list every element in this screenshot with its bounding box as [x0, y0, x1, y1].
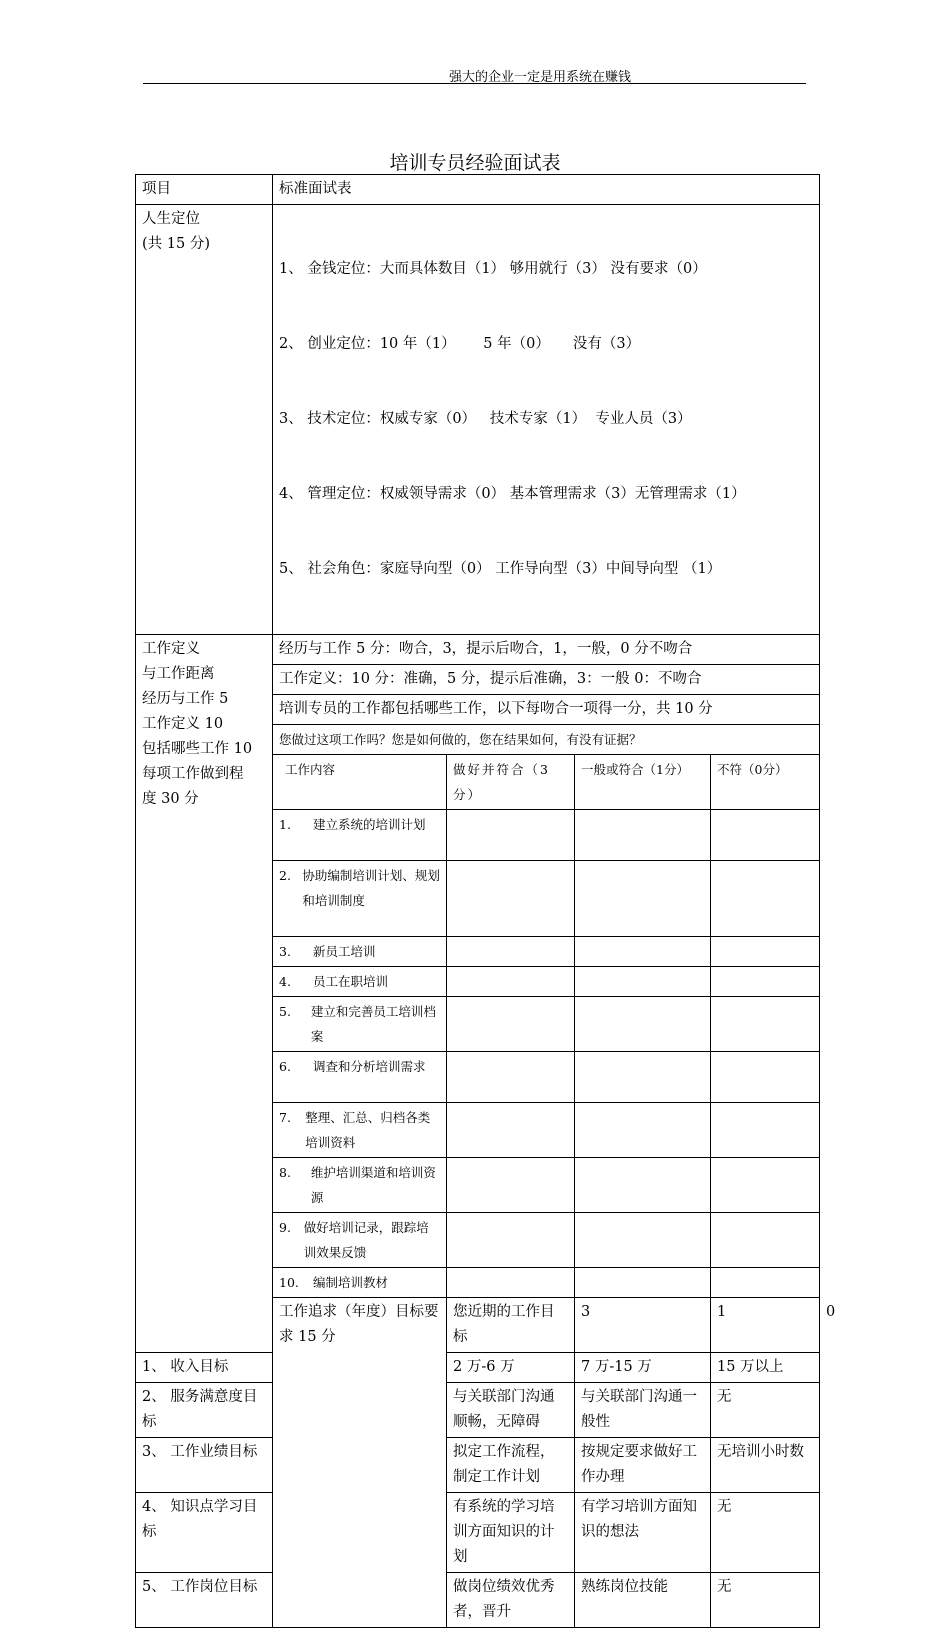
work-item: 2. 协助编制培训计划、规划和培训制度	[273, 861, 447, 937]
header-rule	[143, 83, 806, 84]
table-row	[136, 1438, 820, 1493]
interview-table	[135, 174, 836, 1628]
work-item: 7. 整理、汇总、归档各类培训资料	[273, 1103, 447, 1158]
goal-name: 1、 收入目标	[136, 1353, 273, 1383]
goal-cell: 熟练岗位技能	[575, 1573, 711, 1628]
life-line: 5、 社会角色：家庭导向型（0） 工作导向型（3）中间导向型 （1）	[279, 561, 722, 577]
goal-cell: 与关联部门沟通顺畅，无障碍	[447, 1383, 575, 1438]
work-item: 5. 建立和完善员工培训档案	[273, 997, 447, 1052]
goal-cell: 无	[711, 1573, 820, 1628]
work-question: 您做过这项工作吗？您是如何做的，您在结果如何，有没有证据？	[273, 725, 820, 755]
section-life-content	[273, 205, 820, 635]
section-goals-label: 工作追求（年度）目标要求 15 分	[273, 1298, 447, 1628]
goal-cell: 无培训小时数	[711, 1438, 820, 1493]
goal-cell: 做岗位绩效优秀者，晋升	[447, 1573, 575, 1628]
work-item: 3. 新员工培训	[273, 937, 447, 967]
goal-cell: 2 万-6 万	[447, 1353, 575, 1383]
goal-cell: 与关联部门沟通一般性	[575, 1383, 711, 1438]
goal-cell: 拟定工作流程，制定工作计划	[447, 1438, 575, 1493]
section-life-label: 人生定位 (共 15 分)	[136, 205, 273, 635]
goal-name: 3、 工作业绩目标	[136, 1438, 273, 1493]
work-item: 8. 维护培训渠道和培训资源	[273, 1158, 447, 1213]
goal-name: 2、 服务满意度目标	[136, 1383, 273, 1438]
work-item: 6. 调查和分析培训需求	[273, 1052, 447, 1103]
goal-cell: 无	[711, 1383, 820, 1438]
goal-cell: 无	[711, 1493, 820, 1573]
goal-col-score: 1	[711, 1298, 820, 1353]
goals-header-row: 工作追求（年度）目标要求 15 分 您近期的工作目标 3 1 0	[136, 1298, 820, 1353]
col-normal: 一般或符合（1分）	[575, 755, 711, 810]
table-row	[136, 1573, 820, 1628]
table-row	[136, 1493, 820, 1573]
table-row	[136, 1383, 820, 1438]
page-title: 培训专员经验面试表	[389, 152, 561, 174]
col-good: 做好并符合（3分）	[447, 755, 575, 810]
goal-cell: 7 万-15 万	[575, 1353, 711, 1383]
work-item: 1. 建立系统的培训计划	[273, 810, 447, 861]
work-scope-rule: 培训专员的工作都包括哪些工作，以下每吻合一项得一分，共 10 分	[273, 695, 820, 725]
work-item: 10. 编制培训教材	[273, 1268, 447, 1298]
col-not: 不符（0分）	[711, 755, 820, 810]
head-item: 项目	[136, 175, 273, 205]
work-experience-rule: 经历与工作 5 分：吻合，3，提示后吻合，1，一般，0 分不吻合	[273, 635, 820, 665]
goal-name: 4、 知识点学习目标	[136, 1493, 273, 1573]
goal-cell: 15 万以上	[711, 1353, 820, 1383]
goal-cell: 有学习培训方面知识的想法	[575, 1493, 711, 1573]
work-item: 4. 员工在职培训	[273, 967, 447, 997]
life-line: 3、 技术定位：权威专家（0） 技术专家（1） 专业人员（3）	[279, 411, 692, 427]
goal-col-score: 3	[575, 1298, 711, 1353]
table-row	[136, 1353, 820, 1383]
goal-name: 5、 工作岗位目标	[136, 1573, 273, 1628]
goal-col-title: 您近期的工作目标	[447, 1298, 575, 1353]
col-work-content: 工作内容	[273, 755, 447, 810]
life-line: 4、 管理定位：权威领导需求（0） 基本管理需求（3）无管理需求（1）	[279, 486, 746, 502]
head-standard: 标准面试表	[273, 175, 820, 205]
page-header: 强大的企业一定是用系统在赚钱	[448, 70, 631, 85]
goal-cell: 按规定要求做好工作办理	[575, 1438, 711, 1493]
goal-cell: 有系统的学习培训方面知识的计划	[447, 1493, 575, 1573]
life-line: 1、 金钱定位：大而具体数目（1） 够用就行（3） 没有要求（0）	[279, 261, 707, 277]
section-work-row	[136, 635, 820, 665]
work-item: 9. 做好培训记录，跟踪培训效果反馈	[273, 1213, 447, 1268]
life-line: 2、 创业定位：10 年（1） 5 年（0） 没有（3）	[279, 336, 641, 352]
section-work-label: 工作定义 与工作距离 经历与工作 5 工作定义 10 包括哪些工作 10 每项工作做到程 度 30 分	[136, 635, 273, 1353]
table-head-row	[136, 175, 820, 205]
work-definition-rule: 工作定义：10 分：准确，5 分，提示后准确，3：一般 0：不吻合	[273, 665, 820, 695]
section-life-row	[136, 205, 820, 635]
